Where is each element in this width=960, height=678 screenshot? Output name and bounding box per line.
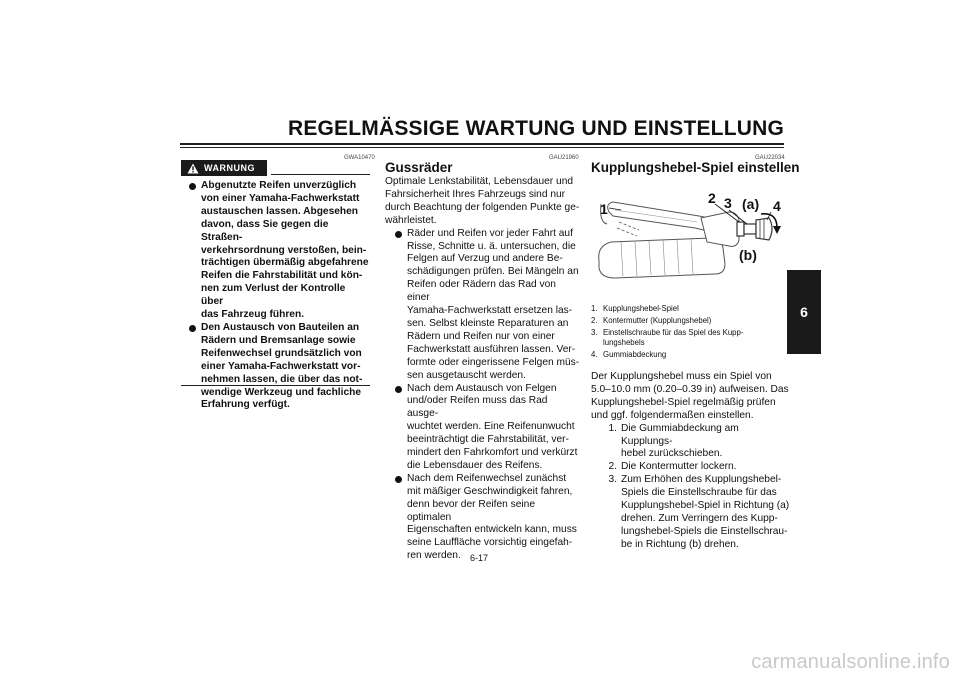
- clutch-title: Kupplungshebel-Spiel einstellen: [591, 160, 800, 175]
- warning-item-line: wendige Werkzeug und fachliche: [201, 386, 362, 398]
- watermark: carmanualsonline.info: [751, 651, 950, 673]
- wheels-item-line: formte oder eingerissene Felgen müs-: [407, 356, 580, 368]
- step-item: [591, 461, 791, 474]
- page-header-title: REGELMÄSSIGE WARTUNG UND EINSTELLUNG: [287, 117, 784, 140]
- warning-item: [189, 322, 369, 412]
- wheels-item-line: die Lebensdauer des Reifens.: [407, 459, 543, 471]
- warning-item-line: nen zum Verlust der Kontrolle über: [201, 283, 346, 308]
- warning-item-line: einer Yamaha-Fachwerkstatt vor-: [201, 360, 361, 372]
- warning-triangle-icon: [187, 163, 199, 174]
- lever-play-indicator: [617, 222, 639, 236]
- clutch-steps: [591, 423, 791, 552]
- step-number: 1.: [608, 422, 617, 434]
- step-text: Spiels die Einstellschraube für das: [621, 487, 777, 499]
- warning-item-line: Rädern und Bremsanlage sowie: [201, 334, 356, 346]
- warning-list: [189, 180, 369, 412]
- step-item: [591, 423, 791, 462]
- caption-text: lungshebels: [603, 338, 645, 347]
- warning-item-line: Erfahrung verfügt.: [201, 399, 290, 411]
- wheels-item-line: Felgen auf Verzug und andere Be-: [407, 253, 563, 265]
- wheels-item: [395, 383, 580, 473]
- clutch-body-line: und ggf. folgendermaßen einstellen.: [591, 409, 754, 421]
- caption-number: 2.: [591, 316, 598, 325]
- wheels-item: [395, 228, 580, 383]
- wheels-item-line: beeinträchtigt die Fahrstabilität, ver-: [407, 434, 569, 446]
- step-item: [591, 474, 791, 551]
- caption-item: [591, 316, 791, 326]
- clutch-body-line: 5.0–10.0 mm (0.20–0.39 in) aufweisen. Das: [591, 383, 789, 395]
- warning-bottom-rule: [181, 385, 370, 386]
- wheels-title: Gussräder: [385, 160, 453, 175]
- rotation-arrow-head: [773, 226, 781, 234]
- wheels-item-line: denn bevor der Reifen seine optimalen: [407, 498, 535, 523]
- warning-item-line: Abgenutzte Reifen unverzüglich: [201, 180, 357, 191]
- caption-text: Gummiabdeckung: [603, 350, 667, 359]
- caption-item: [591, 350, 791, 360]
- page-number: 6-17: [470, 553, 489, 563]
- wheels-item-line: mindert den Fahrkomfort und verkürzt: [407, 447, 578, 459]
- wheels-intro-line: durch Beachtung der folgenden Punkte ge-: [385, 201, 580, 213]
- warning-item-line: das Fahrzeug führen.: [201, 309, 305, 321]
- step-text: be in Richtung (b) drehen.: [621, 538, 739, 550]
- clutch-code: GAU22034: [755, 155, 785, 161]
- warning-item-line: Reifen die Fahrstabilität und kön-: [201, 270, 363, 282]
- figure-label-3: 3: [724, 195, 732, 211]
- caption-item: [591, 304, 791, 314]
- wheels-item-line: und/oder Reifen muss das Rad ausge-: [407, 395, 548, 420]
- handlebar-grip: [599, 238, 725, 278]
- step-number: 3.: [608, 474, 617, 486]
- warning-item-line: von einer Yamaha-Fachwerkstatt: [201, 192, 360, 204]
- warning-item: [189, 180, 369, 322]
- clutch-body: [591, 371, 791, 552]
- warning-item-line: Reifenwechsel grundsätzlich von: [201, 347, 362, 359]
- figure-caption-list: [591, 304, 791, 362]
- wheels-code: GAU21960: [549, 155, 579, 161]
- adjusting-bolt-shape: [744, 224, 756, 234]
- wheels-item-line: Fachwerkstatt ausführen lassen. Ver-: [407, 343, 576, 355]
- warning-item-line: nehmen lassen, die über das not-: [201, 373, 363, 385]
- step-text: Die Gummiabdeckung am Kupplungs-: [621, 422, 739, 447]
- header-rule-thin: [180, 147, 784, 148]
- step-text: hebel zurückschieben.: [621, 448, 723, 460]
- figure-label-4: 4: [773, 198, 781, 214]
- wheels-item-line: Räder und Reifen vor jeder Fahrt auf: [407, 227, 573, 239]
- step-text: Kupplungshebel-Spiel in Richtung (a): [621, 500, 790, 512]
- step-text: drehen. Zum Verringern des Kupp-: [621, 512, 778, 524]
- bullet-icon: [189, 183, 196, 190]
- wheels-item-line: ren werden.: [407, 550, 461, 562]
- warning-item-line: davon, dass Sie gegen die Straßen-: [201, 218, 329, 243]
- wheels-item-line: Yamaha-Fachwerkstatt ersetzen las-: [407, 305, 573, 317]
- caption-text: Einstellschraube für das Spiel des Kupp-: [603, 328, 744, 337]
- bullet-icon: [395, 231, 402, 238]
- warning-item-line: austauschen lassen. Abgesehen: [201, 205, 359, 217]
- caption-item: [591, 328, 791, 348]
- wheels-item-line: Rädern und Reifen nur von einer: [407, 330, 555, 342]
- wheels-item-line: wuchtet werden. Eine Reifenunwucht: [407, 421, 575, 433]
- clutch-lever-figure: [591, 182, 787, 292]
- wheels-intro-line: währleistet.: [385, 214, 437, 226]
- figure-label-b: (b): [739, 247, 757, 263]
- clutch-body-line: Kupplungshebel-Spiel regelmäßig prüfen: [591, 396, 776, 408]
- locknut-shape: [737, 222, 744, 236]
- wheels-item-line: schädigungen prüfen. Bei Mängeln an: [407, 266, 579, 278]
- figure-label-1: 1: [600, 201, 608, 217]
- step-text: Zum Erhöhen des Kupplungshebel-: [621, 474, 782, 486]
- warning-label: WARNUNG: [204, 163, 255, 173]
- step-number: 2.: [608, 461, 617, 473]
- wheels-item-line: Nach dem Reifenwechsel zunächst: [407, 472, 567, 484]
- wheels-item-line: seine Lauffläche vorsichtig eingefah-: [407, 537, 573, 549]
- lever-perch: [701, 212, 739, 246]
- wheels-item-line: Eigenschaften entwickeln kann, muss: [407, 524, 577, 536]
- warning-item-line: Den Austausch von Bauteilen an: [201, 321, 360, 333]
- step-text: lungshebel-Spiels die Einstellschrau-: [621, 525, 788, 537]
- clutch-body-line: Der Kupplungshebel muss ein Spiel von: [591, 371, 772, 382]
- warning-code: GWA10470: [344, 155, 375, 161]
- wheels-body: [385, 176, 580, 563]
- wheels-item: [395, 473, 580, 563]
- caption-number: 4.: [591, 350, 598, 359]
- warning-top-rule: [271, 174, 370, 175]
- wheels-item-line: Reifen oder Rädern das Rad von einer: [407, 279, 556, 304]
- caption-number: 3.: [591, 328, 598, 337]
- caption-text: Kontermutter (Kupplungshebel): [603, 316, 712, 325]
- warning-item-line: trächtigen übermäßig abgefahrene: [201, 257, 369, 269]
- wheels-intro-line: Fahrsicherheit Ihres Fahrzeugs sind nur: [385, 188, 566, 200]
- warning-item-line: verkehrsordnung verstoßen, bein-: [201, 244, 367, 256]
- wheels-item-line: Risse, Schnitte u. ä. untersuchen, die: [407, 240, 576, 252]
- rubber-cover-shape: [756, 218, 772, 240]
- wheels-item-line: sen ausgetauscht werden.: [407, 369, 526, 381]
- warning-badge: [181, 160, 267, 176]
- header-rule-thick: [180, 143, 784, 145]
- caption-text: Kupplungshebel-Spiel: [603, 304, 679, 313]
- figure-label-a: (a): [742, 196, 760, 212]
- wheels-item-line: Nach dem Austausch von Felgen: [407, 382, 557, 394]
- chapter-tab[interactable]: 6: [787, 270, 821, 354]
- wheels-item-line: sen. Selbst kleinste Reparaturen an: [407, 317, 569, 329]
- step-text: Die Kontermutter lockern.: [621, 461, 737, 473]
- bullet-icon: [395, 476, 402, 483]
- bullet-icon: [395, 386, 402, 393]
- bullet-icon: [189, 325, 196, 332]
- figure-label-2: 2: [708, 190, 716, 206]
- wheels-intro-line: Optimale Lenkstabilität, Lebensdauer und: [385, 176, 574, 187]
- caption-number: 1.: [591, 304, 598, 313]
- wheels-item-line: mit mäßiger Geschwindigkeit fahren,: [407, 485, 573, 497]
